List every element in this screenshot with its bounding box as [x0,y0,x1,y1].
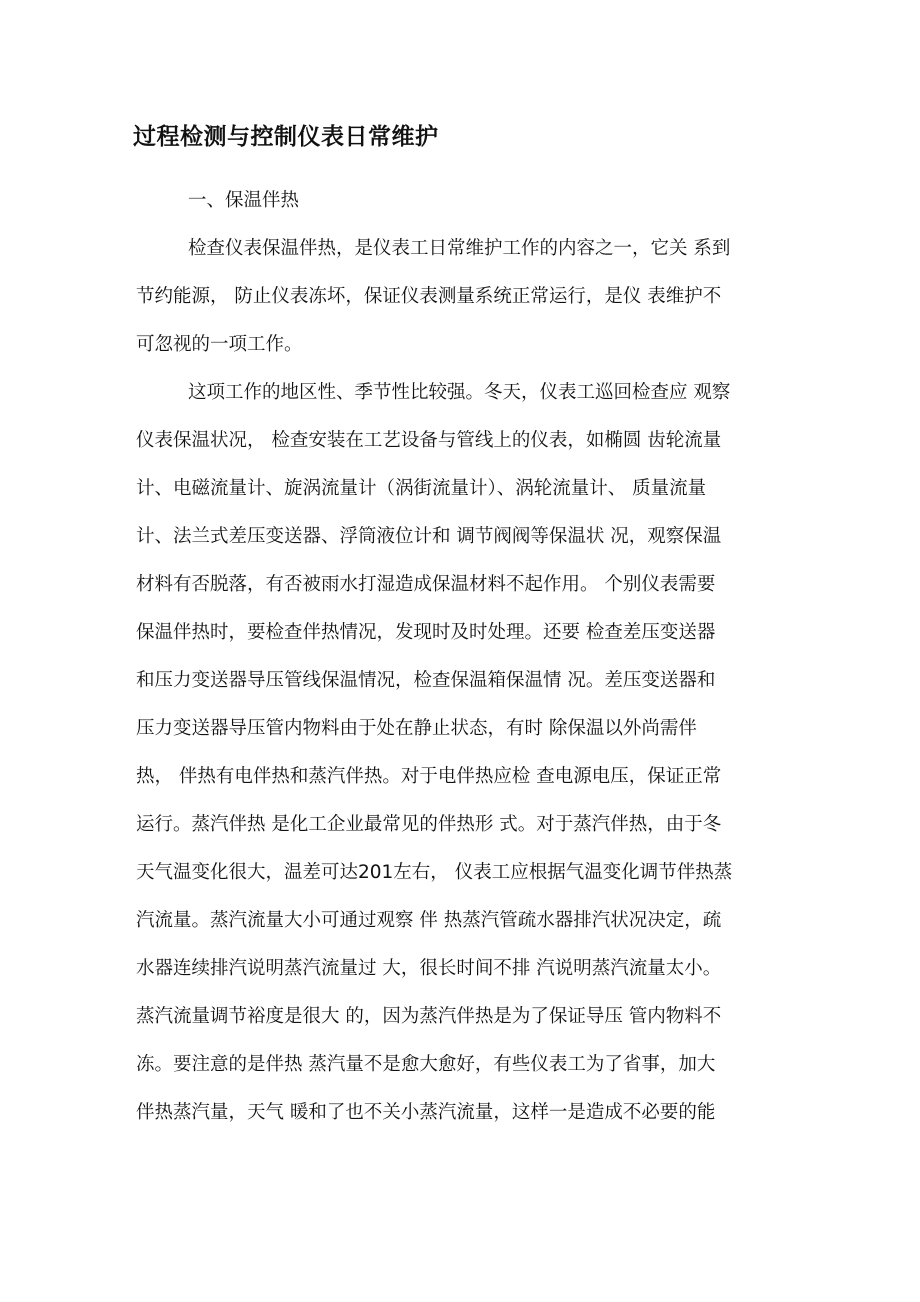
document-title: 过程检测与控制仪表日常维护 [133,124,439,150]
paragraph-2-line-3: 计、电磁流量计、旋涡流量计（涡街流量计）、涡轮流量计、 质量流量 [136,478,707,499]
paragraph-2-line-4: 计、法兰式差压变送器、浮筒液位计和 调节阀阀等保温状 况，观察保温 [136,526,722,547]
paragraph-2-line-1: 这项工作的地区性、季节性比较强。冬天，仪表工巡回检查应 观察 [188,382,731,403]
paragraph-2-line-13: 水器连续排汽说明蒸汽流量过 大，很长时间不排 汽说明蒸汽流量太小。 [136,958,722,979]
paragraph-2-line-7: 和压力变送器导压管线保温情况，检查保温箱保温情 况。差压变送器和 [136,670,716,691]
paragraph-2-line-11: 天气温变化很大，温差可达201左右， 仪表工应根据气温变化调节伴热蒸 [136,862,733,883]
paragraph-2-line-2: 仪表保温状况， 检查安装在工艺设备与管线上的仪表，如椭圆 齿轮流量 [136,430,722,451]
paragraph-2-line-12: 汽流量。蒸汽流量大小可通过观察 伴 热蒸汽管疏水器排汽状况决定，疏 [136,910,722,931]
paragraph-1-line-3: 可忽视的一项工作。 [136,334,303,355]
paragraph-2-line-16: 伴热蒸汽量，天气 暖和了也不关小蒸汽流量，这样一是造成不必要的能 [136,1102,716,1123]
paragraph-2-line-8: 压力变送器导压管内物料由于处在静止状态，有时 除保温以外尚需伴 [136,718,697,739]
paragraph-2-line-5: 材料有否脱落，有否被雨水打湿造成保温材料不起作用。 个别仪表需要 [136,574,716,595]
paragraph-1-line-1: 检查仪表保温伴热，是仪表工日常维护工作的内容之一，它关 系到 [188,238,731,259]
paragraph-2-line-14: 蒸汽流量调节裕度是很大 的，因为蒸汽伴热是为了保证导压 管内物料不 [136,1006,722,1027]
paragraph-2-line-9: 热， 伴热有电伴热和蒸汽伴热。对于电伴热应检 查电源电压，保证正常 [136,766,722,787]
paragraph-2-line-10: 运行。蒸汽伴热 是化工企业最常见的伴热形 式。对于蒸汽伴热，由于冬 [136,814,722,835]
paragraph-2-line-6: 保温伴热时，要检查伴热情况，发现时及时处理。还要 检查差压变送器 [136,622,716,643]
paragraph-1-line-2: 节约能源， 防止仪表冻坏，保证仪表测量系统正常运行，是仪 表维护不 [136,286,722,307]
section-heading: 一、保温伴热 [188,190,300,211]
paragraph-2-line-15: 冻。要注意的是伴热 蒸汽量不是愈大愈好，有些仪表工为了省事，加大 [136,1054,716,1075]
